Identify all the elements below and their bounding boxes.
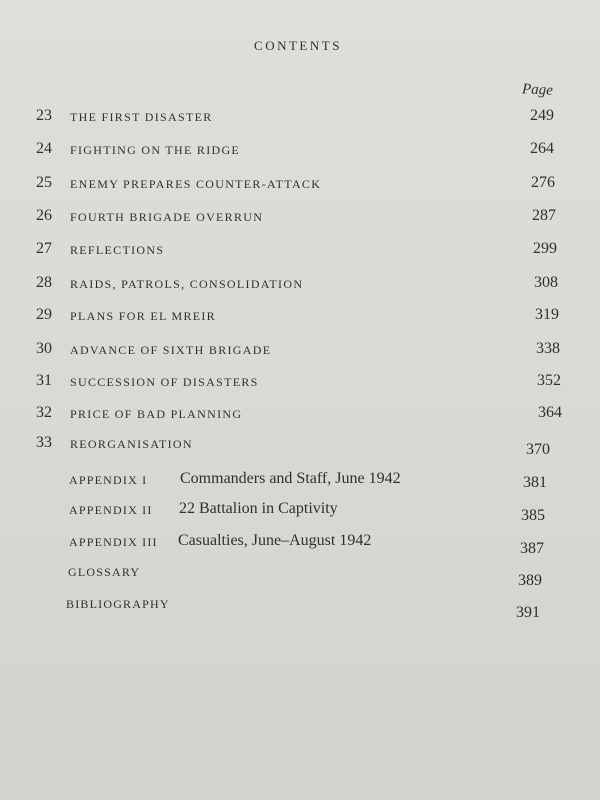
toc-row: [0, 500, 600, 524]
page-title: CONTENTS: [254, 38, 342, 53]
chapter-title: REORGANISATION: [70, 437, 193, 451]
chapter-number: 25: [36, 174, 52, 191]
chapter-title: RAIDS, PATROLS, CONSOLIDATION: [70, 277, 304, 291]
chapter-number: 23: [36, 107, 52, 124]
chapter-number: 27: [36, 240, 52, 257]
toc-row: [0, 240, 600, 264]
page-number: 338: [536, 340, 560, 357]
page-number: 299: [533, 240, 557, 257]
toc-row: [0, 306, 600, 330]
toc-row: [0, 340, 600, 364]
chapter-number: 28: [36, 274, 52, 291]
toc-row: [0, 594, 600, 621]
chapter-number: 32: [36, 404, 52, 421]
toc-row: [0, 372, 600, 396]
chapter-title: PRICE OF BAD PLANNING: [70, 407, 243, 421]
chapter-title: REFLECTIONS: [70, 243, 165, 257]
chapter-title: THE FIRST DISASTER: [70, 110, 213, 124]
page-number: 389: [518, 572, 542, 589]
chapter-number: 29: [36, 306, 52, 323]
appendix-label: APPENDIX I: [69, 473, 148, 487]
toc-row: [0, 404, 600, 428]
page-number: 381: [523, 474, 547, 491]
toc-row: [0, 434, 600, 458]
chapter-number: 30: [36, 340, 52, 357]
appendix-title: Commanders and Staff, June 1942: [180, 470, 401, 487]
page-number: 364: [538, 404, 562, 421]
chapter-title: FOURTH BRIGADE OVERRUN: [70, 210, 264, 224]
page-number: 308: [534, 274, 558, 291]
chapter-title: PLANS FOR EL MREIR: [70, 309, 216, 323]
page-number: 370: [526, 441, 550, 458]
appendix-label: APPENDIX III: [69, 535, 158, 549]
page-number: 391: [516, 604, 540, 621]
chapter-title: ADVANCE OF SIXTH BRIGADE: [70, 343, 272, 357]
appendix-label: APPENDIX II: [69, 503, 153, 517]
toc-row: [0, 174, 600, 198]
toc-row: [0, 140, 600, 164]
page-number: 387: [520, 540, 544, 557]
page-number: 319: [535, 306, 559, 323]
toc-row: [0, 562, 600, 589]
chapter-title: FIGHTING ON THE RIDGE: [70, 143, 241, 157]
appendix-title: 22 Battalion in Captivity: [179, 500, 338, 517]
chapter-title: ENEMY PREPARES COUNTER-ATTACK: [70, 177, 322, 191]
page-number: 385: [521, 507, 545, 524]
page-number: 276: [531, 174, 555, 191]
toc-row: [0, 107, 600, 131]
glossary-label: GLOSSARY: [68, 565, 141, 579]
page-column-label: Page: [521, 81, 554, 99]
toc-row: [0, 532, 600, 556]
appendix-title: Casualties, June–August 1942: [178, 532, 372, 549]
toc-row: [0, 207, 600, 231]
bibliography-label: BIBLIOGRAPHY: [66, 597, 170, 611]
page-number: 264: [530, 140, 554, 157]
chapter-number: 26: [36, 207, 52, 224]
chapter-number: 33: [36, 434, 52, 451]
chapter-number: 24: [36, 140, 52, 157]
toc-row: [0, 274, 600, 298]
chapter-title: SUCCESSION OF DISASTERS: [70, 375, 259, 389]
page-number: 352: [537, 372, 561, 389]
page-number: 249: [530, 107, 554, 124]
chapter-number: 31: [36, 372, 52, 389]
page-number: 287: [532, 207, 556, 224]
toc-row: [0, 470, 600, 494]
